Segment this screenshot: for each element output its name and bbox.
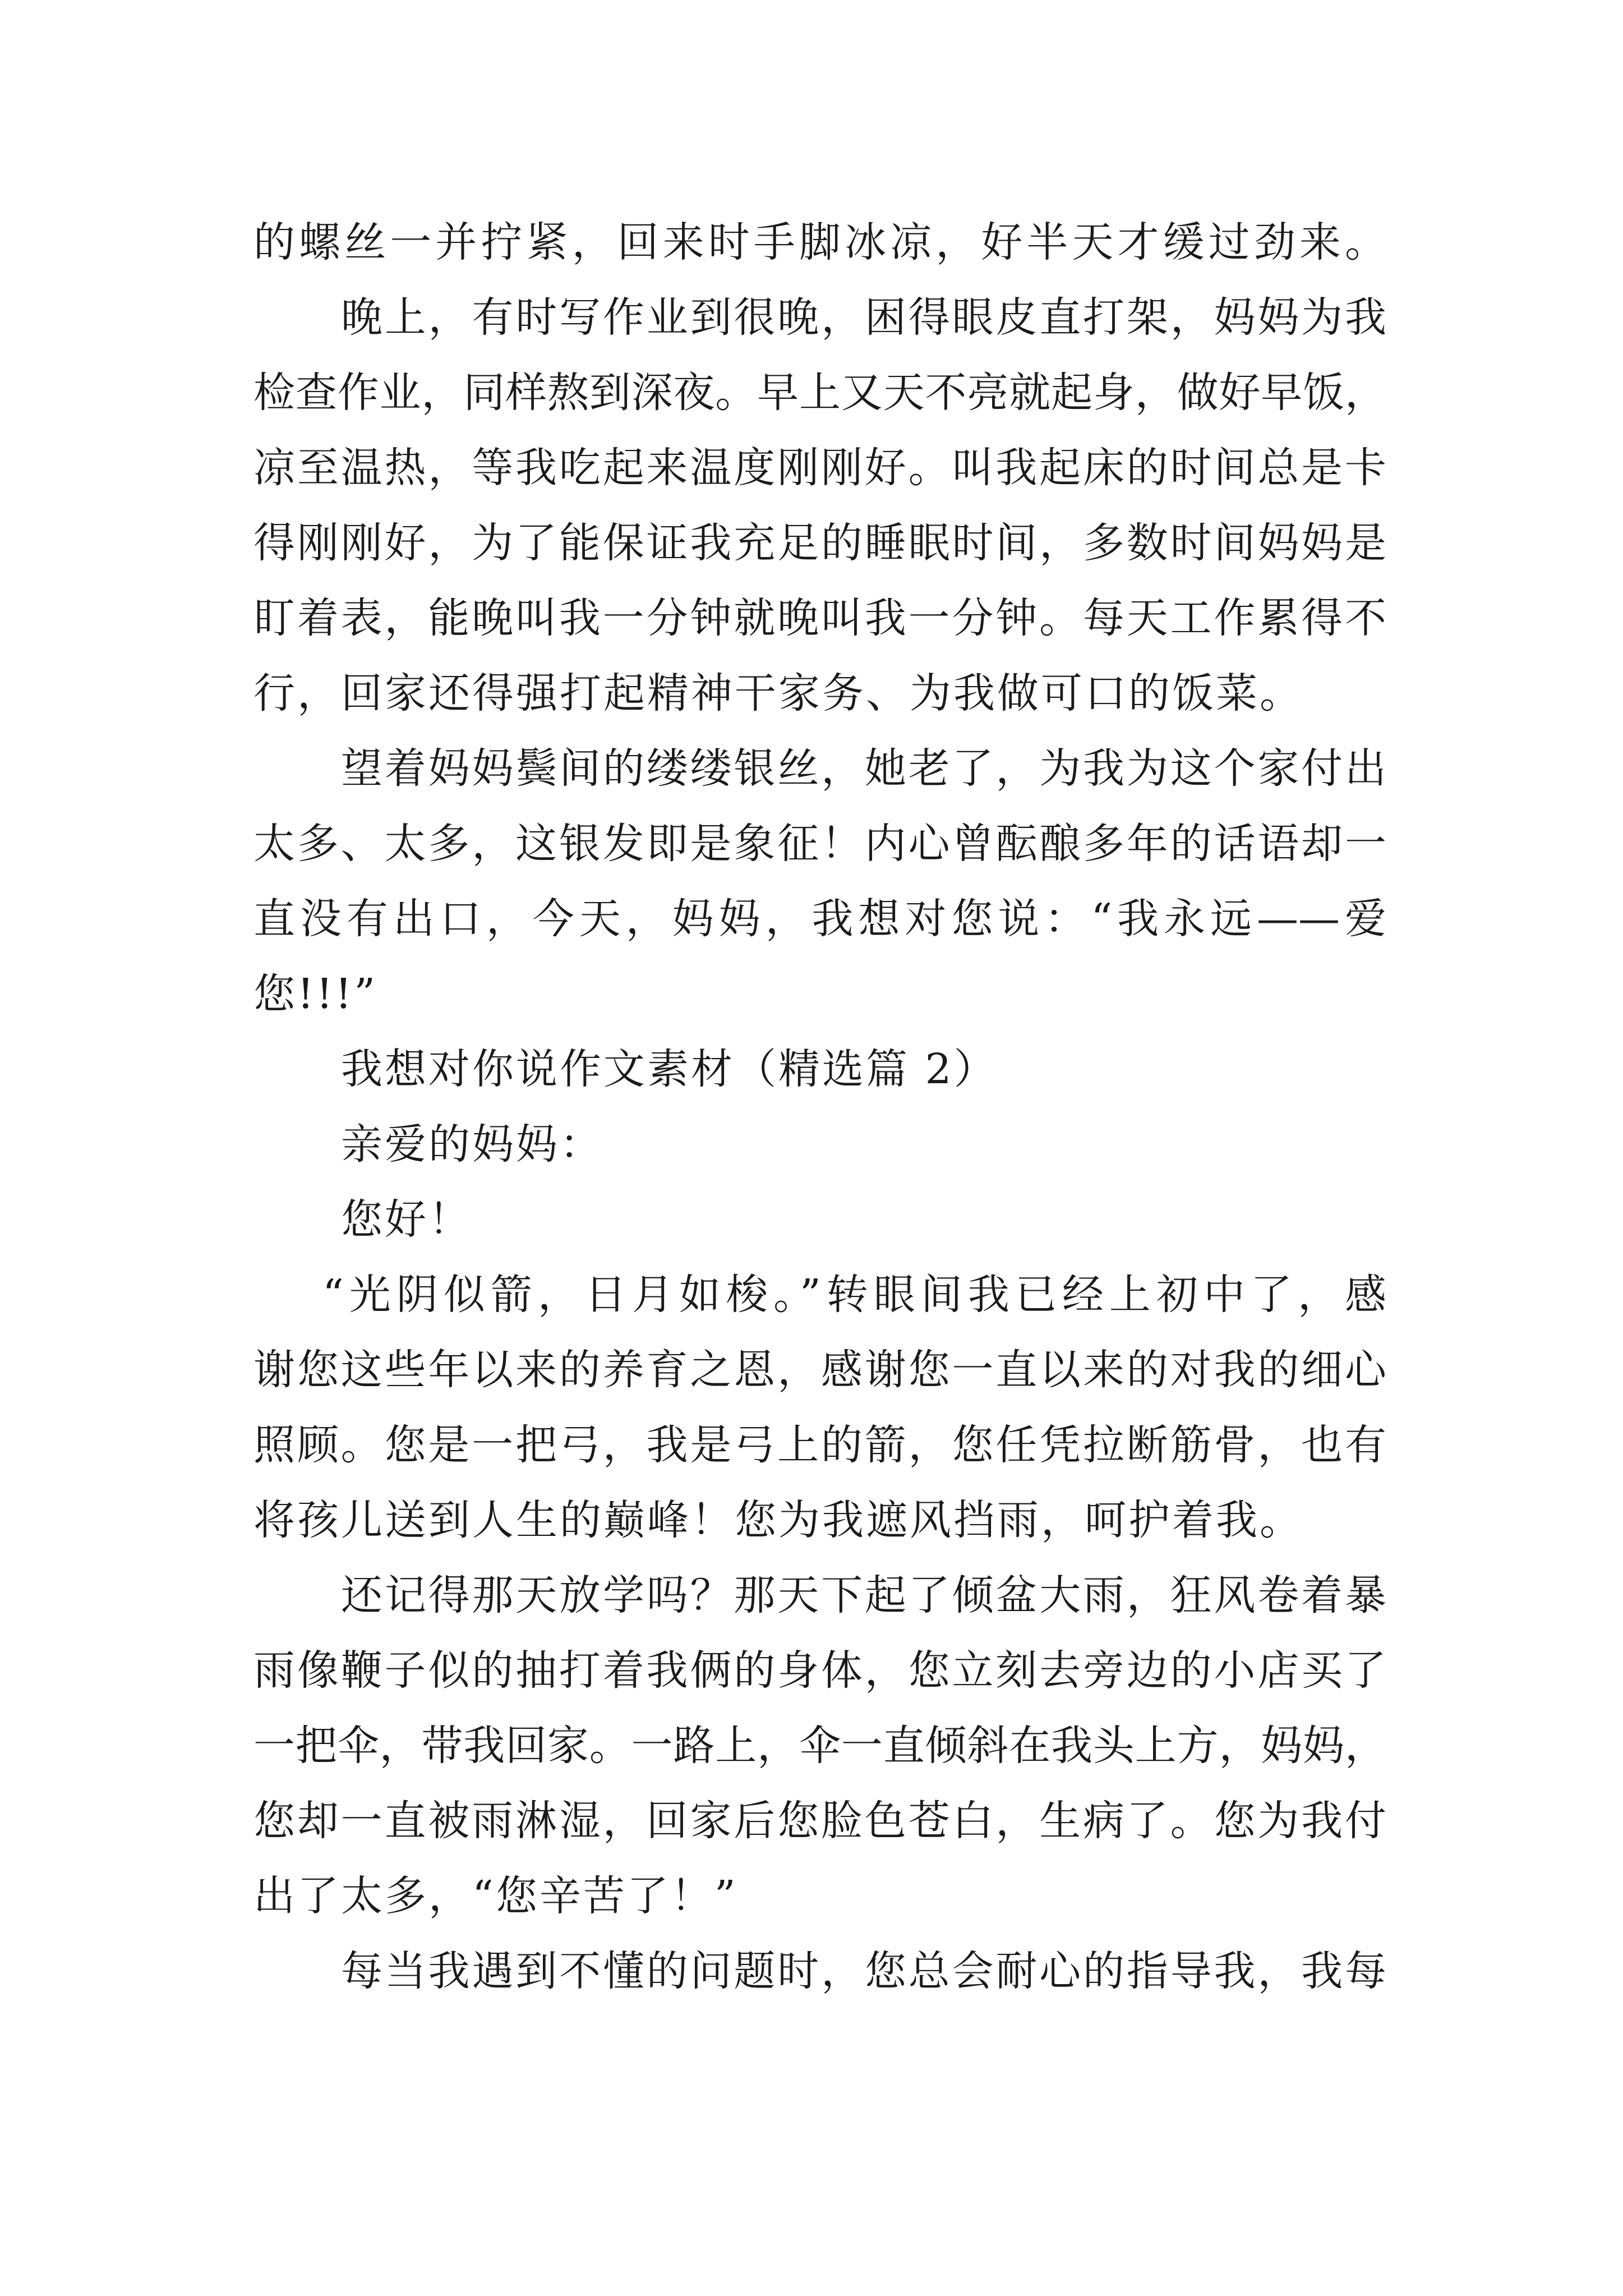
text-line: 一把伞，带我回家。一路上，伞一直倾斜在我头上方，妈妈， [253, 1722, 1386, 1770]
text-line: 检查作业，同样熬到深夜。早上又天不亮就起身，做好早饭， [253, 369, 1386, 417]
text-line: 太多、太多，这银发即是象征！内心曾酝酿多年的话语却一 [253, 820, 1386, 868]
paragraph-start-line: 晚上，有时写作业到很晚，困得眼皮直打架，妈妈为我 [341, 293, 1386, 342]
section-title: 我想对你说作文素材（精选篇 2） [341, 1045, 998, 1093]
text-line: 得刚刚好，为了能保证我充足的睡眠时间，多数时间妈妈是 [253, 519, 1386, 567]
paragraph-start-line: “光阴似箭，日月如梭。”转眼间我已经上初中了，感 [322, 1271, 1386, 1319]
text-line: 的螺丝一并拧紧，回来时手脚冰凉，好半天才缓过劲来。 [253, 218, 1386, 266]
letter-salutation: 亲爱的妈妈： [341, 1120, 603, 1168]
text-line: 出了太多，“您辛苦了！” [253, 1872, 738, 1920]
paragraph-start-line: 每当我遇到不懂的问题时，您总会耐心的指导我，我每 [341, 1947, 1386, 1995]
text-line: 照顾。您是一把弓，我是弓上的箭，您任凭拉断筋骨，也有 [253, 1421, 1386, 1469]
text-line: 盯着表，能晚叫我一分钟就晚叫我一分钟。每天工作累得不 [253, 594, 1386, 642]
text-line: 将孩儿送到人生的巅峰！您为我遮风挡雨，呵护着我。 [253, 1496, 1303, 1544]
text-line: 您!!!” [253, 970, 378, 1018]
text-line: 凉至温热，等我吃起来温度刚刚好。叫我起床的时间总是卡 [253, 444, 1386, 492]
text-line: 谢您这些年以来的养育之恩，感谢您一直以来的对我的细心 [253, 1346, 1386, 1394]
text-line: 雨像鞭子似的抽打着我俩的身体，您立刻去旁边的小店买了 [253, 1646, 1386, 1695]
letter-greeting: 您好！ [341, 1195, 472, 1244]
text-line: 行，回家还得强打起精神干家务、为我做可口的饭菜。 [253, 669, 1303, 717]
paragraph-start-line: 望着妈妈鬓间的缕缕银丝，她老了，为我为这个家付出 [341, 744, 1386, 793]
text-line: 您却一直被雨淋湿，回家后您脸色苍白，生病了。您为我付 [253, 1797, 1386, 1845]
text-line: 直没有出口，今天，妈妈，我想对您说：“我永远——爱 [253, 895, 1386, 943]
paragraph-start-line: 还记得那天放学吗？那天下起了倾盆大雨，狂风卷着暴 [341, 1571, 1386, 1619]
